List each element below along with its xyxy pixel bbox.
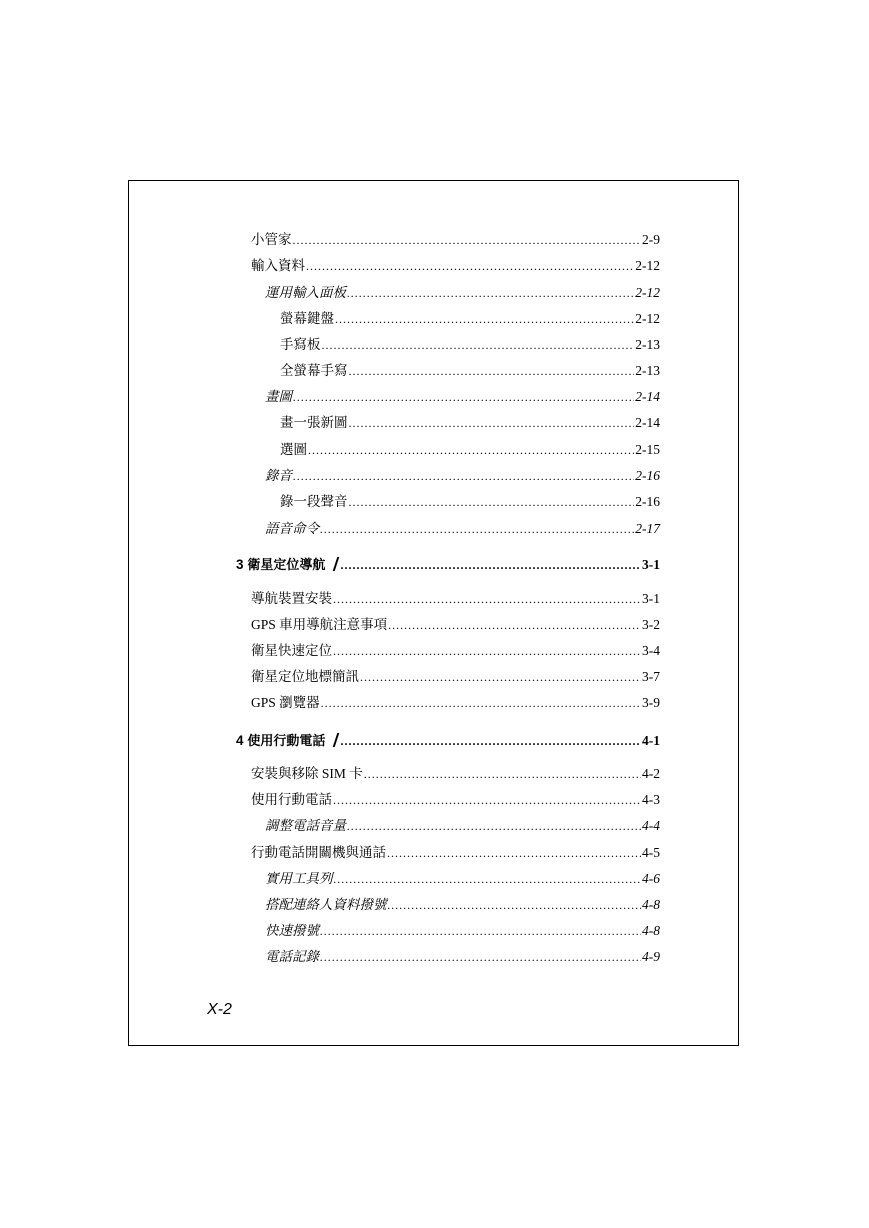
toc-entry-page: 2-16 [635,494,660,509]
dot-leader [349,362,635,380]
chapter-title: 衛星定位導航 [247,558,326,573]
toc-subentry[interactable] [265,948,660,966]
toc-subsubentry[interactable] [280,493,660,511]
toc-entry-title: 安裝與移除 SIM 卡 [251,766,363,781]
dot-leader [322,336,635,354]
toc-entry-page: 4-3 [642,792,660,807]
chapter-marker-icon [333,557,340,571]
toc-entry-title: 全螢幕手寫 [280,363,348,378]
toc-entry[interactable] [251,844,660,862]
toc-entry-page: 4-5 [642,845,660,860]
toc-entry-title: 手寫板 [280,337,321,352]
dot-leader [388,896,642,914]
toc-chapter-heading[interactable] [236,555,660,575]
toc-entry-page: 4-6 [642,871,660,886]
toc-entry[interactable] [251,231,660,249]
toc-chapter-heading[interactable] [236,731,660,751]
toc-subentry[interactable] [265,922,660,940]
chapter-title: 使用行動電話 [247,734,326,749]
dot-leader [333,791,641,809]
toc-entry-page: 2-14 [635,389,660,404]
toc-entry[interactable] [251,257,660,275]
toc-subentry[interactable] [265,896,660,914]
dot-leader [388,616,641,634]
toc-entry[interactable] [251,765,660,783]
toc-entry-page: 2-14 [635,415,660,430]
toc-entry-title: 衛星快速定位 [251,643,332,658]
toc-entry-title: 調整電話音量 [265,818,346,833]
toc-entry-title: 螢幕鍵盤 [280,311,334,326]
toc-entry-page: 3-4 [642,643,660,658]
toc-entry-page: 4-9 [642,949,660,964]
chapter-page: 3-1 [642,557,660,572]
toc-entry[interactable] [251,668,660,686]
dot-leader [320,922,641,940]
toc-subsubentry[interactable] [280,441,660,459]
dot-leader [387,844,641,862]
toc-entry-page: 3-7 [642,669,660,684]
toc-entry-page: 4-2 [642,766,660,781]
dot-leader [320,520,634,538]
dot-leader [320,948,641,966]
dot-leader [335,310,634,328]
toc-subentry[interactable] [265,817,660,835]
toc-subentry[interactable] [265,467,660,485]
dot-leader [333,590,641,608]
toc-entry[interactable] [251,791,660,809]
dot-leader [293,231,642,249]
toc-entry-page: 4-8 [642,923,660,938]
toc-subsubentry[interactable] [280,310,660,328]
toc-entry-title: 電話記錄 [265,949,319,964]
toc-entry[interactable] [251,642,660,660]
toc-subentry[interactable] [265,520,660,538]
dot-leader [340,556,641,574]
toc-entry[interactable] [251,590,660,608]
toc-entry-title: 快速撥號 [265,923,319,938]
toc-entry-page: 2-16 [635,468,660,483]
dot-leader [293,388,634,406]
toc-subsubentry[interactable] [280,336,660,354]
toc-entry-page: 2-15 [635,442,660,457]
toc-subsubentry[interactable] [280,414,660,432]
dot-leader [349,493,635,511]
dot-leader [347,817,641,835]
toc-entry-page: 2-13 [635,363,660,378]
dot-leader [321,694,641,712]
dot-leader [347,284,634,302]
toc-entry-title: 錄音 [265,468,292,483]
toc-entry-page: 3-9 [642,695,660,710]
dot-leader [334,870,642,888]
toc-entry-title: 語音命令 [265,521,319,536]
chapter-number: 4 [236,733,244,748]
toc-entry-title: 實用工具列 [265,871,333,886]
toc-entry-title: 畫一張新圖 [280,415,348,430]
dot-leader [340,732,641,750]
toc-entry-title: GPS 車用導航注意事項 [251,617,388,632]
toc-entry-title: 小管家 [251,232,292,247]
toc-entry-page: 2-17 [635,521,660,536]
toc-entry-title: 畫圖 [265,389,292,404]
dot-leader [364,765,641,783]
toc-entry-title: 搭配連絡人資料撥號 [265,897,387,912]
toc-entry-page: 4-4 [642,818,660,833]
toc-entry-page: 2-13 [635,337,660,352]
toc-entry-page: 2-9 [642,232,660,247]
toc-entry-title: 輸入資料 [251,258,305,273]
toc-entry-title: 錄一段聲音 [280,494,348,509]
toc-entry[interactable] [251,694,660,712]
chapter-number: 3 [236,557,244,572]
toc-subsubentry[interactable] [280,362,660,380]
chapter-marker-icon [333,733,340,747]
dot-leader [360,668,641,686]
toc-entry-page: 2-12 [635,311,660,326]
dot-leader [308,441,634,459]
toc-entry-page: 4-8 [642,897,660,912]
toc-subentry[interactable] [265,388,660,406]
toc-entry-page: 3-1 [642,591,660,606]
dot-leader [333,642,641,660]
toc-entry-title: GPS 瀏覽器 [251,695,320,710]
toc-entry-title: 運用輸入面板 [265,285,346,300]
toc-entry-page: 3-2 [642,617,660,632]
toc-entry-title: 導航裝置安裝 [251,591,332,606]
toc-entry-page: 2-12 [635,258,660,273]
toc-subentry[interactable] [265,870,660,888]
toc-entry[interactable] [251,616,660,634]
toc-entry-title: 選圖 [280,442,307,457]
dot-leader [306,257,634,275]
page-number-label: X-2 [207,1001,232,1018]
toc-entry-title: 行動電話開關機與通話 [251,845,386,860]
chapter-page: 4-1 [642,733,660,748]
toc-entry-title: 衛星定位地標簡訊 [251,669,359,684]
toc-subentry[interactable] [265,284,660,302]
dot-leader [349,414,635,432]
dot-leader [293,467,634,485]
toc-entry-page: 2-12 [635,285,660,300]
toc-entry-title: 使用行動電話 [251,792,332,807]
